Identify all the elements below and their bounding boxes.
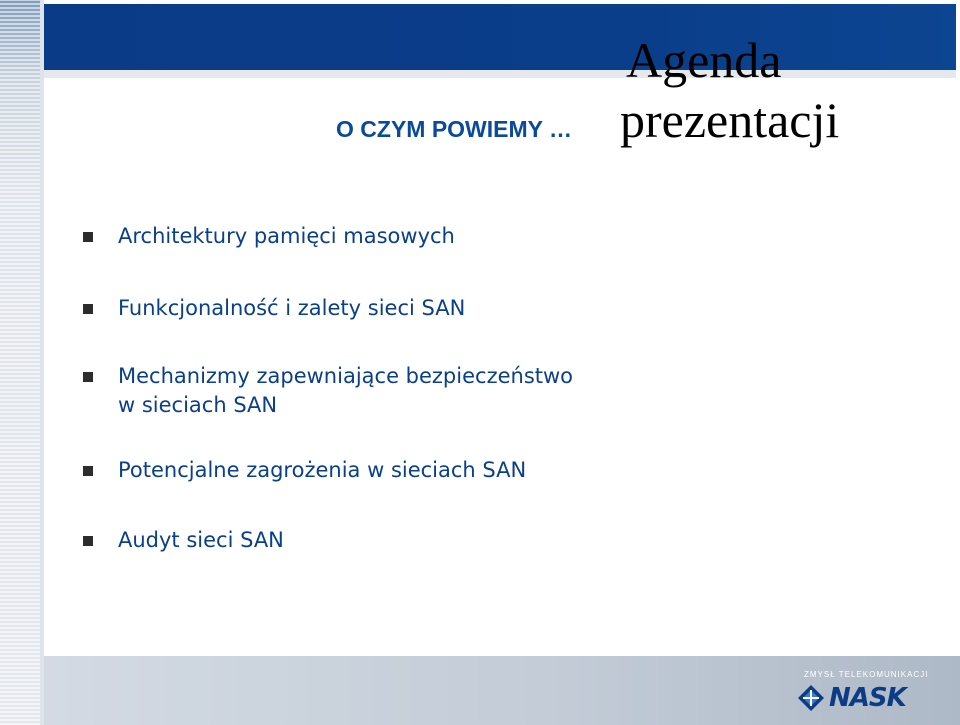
square-bullet-icon [83,232,93,242]
agenda-item [80,526,780,555]
nask-logo [797,682,906,714]
slide-title [620,30,839,150]
nask-logo-text: NASK [829,683,906,713]
left-decorative-strip [0,0,44,725]
agenda-item-text: Potencjalne zagrożenia w sieciach SAN [118,458,527,482]
agenda-item-text-line-1: Mechanizmy zapewniające bezpieczeństwo [118,364,574,388]
agenda-item [80,362,780,420]
agenda-list [80,222,780,555]
agenda-item [80,222,780,251]
agenda-item-text: Architektury pamięci masowych [118,224,455,248]
square-bullet-icon [83,536,93,546]
slide-title-line-1: Agenda [626,32,782,88]
footer-tagline: ZMYSŁ TELEKOMUNIKACJI [804,670,929,679]
agenda-item [80,456,780,485]
agenda-item [80,294,780,323]
square-bullet-icon [83,372,93,382]
nask-logo-icon [797,684,825,712]
slide-title-line-2: prezentacji [620,92,840,148]
agenda-item-text: Audyt sieci SAN [118,528,284,552]
section-title: O CZYM POWIEMY … [336,116,572,142]
left-strip-edge [40,0,44,725]
square-bullet-icon [83,466,93,476]
agenda-item-text-line-2: w sieciach SAN [118,393,278,417]
square-bullet-icon [83,304,93,314]
agenda-item-text: Funkcjonalność i zalety sieci SAN [118,296,466,320]
